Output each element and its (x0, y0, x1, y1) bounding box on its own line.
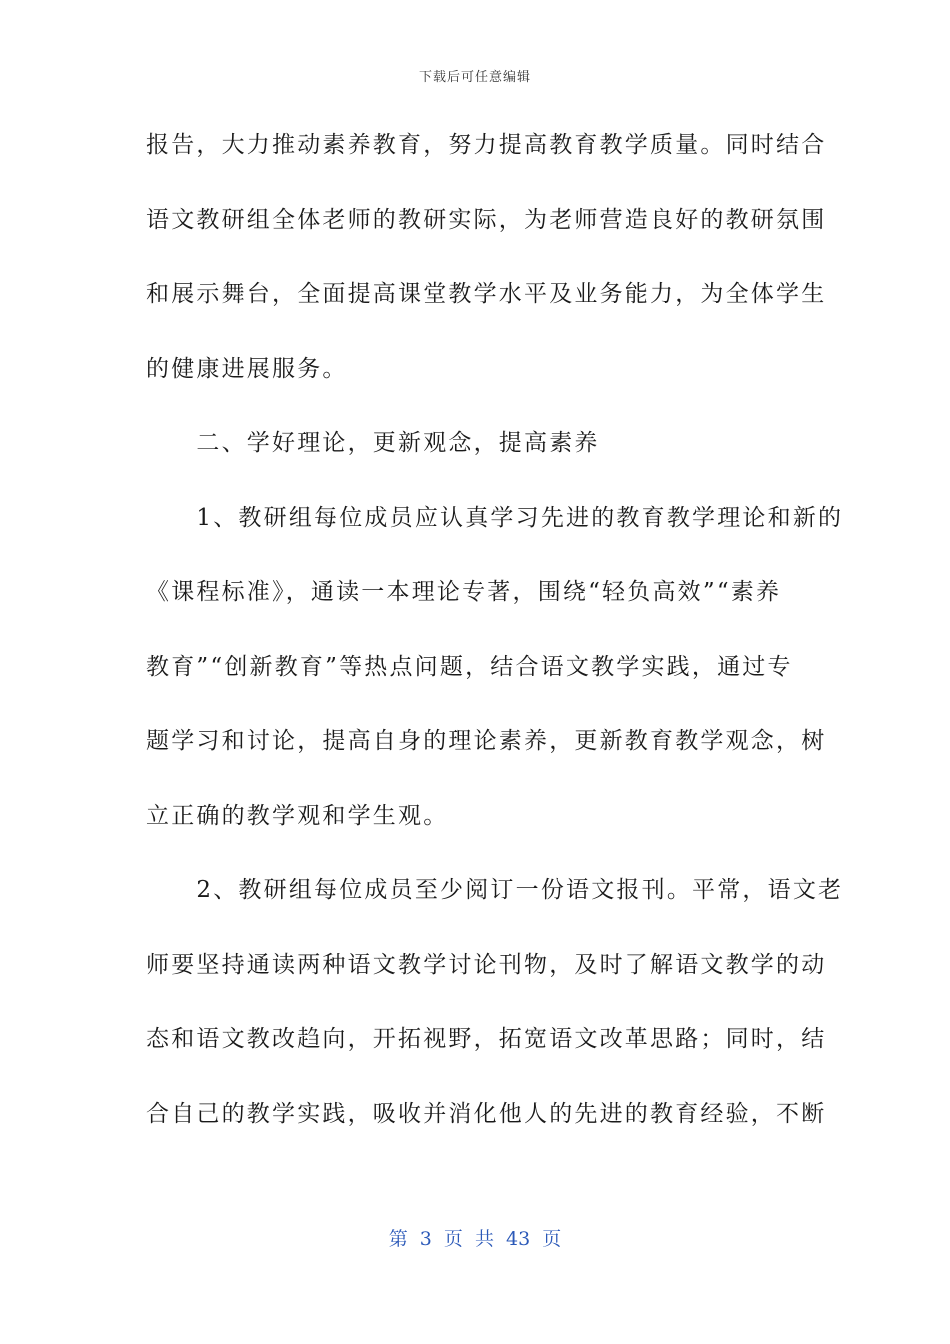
text-line: 态和语文教改趋向，开拓视野，拓宽语文改革思路；同时，结 (146, 1026, 827, 1052)
text-line: 和展示舞台，全面提高课堂教学水平及业务能力，为全体学生 (146, 281, 827, 307)
text-line: 语文教研组全体老师的教研实际，为老师营造良好的教研氛围 (146, 206, 827, 233)
text-line: 教育”“创新教育”等热点问题，结合语文教学实践，通过专 (146, 653, 793, 680)
text-line: 立正确的教学观和学生观。 (146, 802, 449, 829)
page-header: 下载后可任意编辑 (418, 70, 531, 85)
text-line: 2、教研组每位成员至少阅订一份语文报刊。平常，语文老 (146, 877, 844, 903)
text-line: 报告，大力推动素养教育，努力提高教育教学质量。同时结合 (146, 132, 827, 158)
text-line: 的健康进展服务。 (146, 355, 348, 382)
section-heading: 二、学好理论，更新观念，提高素养 (146, 430, 600, 456)
text-line: 《课程标准》，通读一本理论专著，围绕“轻负高效”“素养 (146, 579, 782, 605)
text-line: 题学习和讨论，提高自身的理论素养，更新教育教学观念，树 (146, 728, 827, 754)
text-line: 师要坚持通读两种语文教学讨论刊物，及时了解语文教学的动 (146, 951, 827, 978)
page-number: 第 3 页 共 43 页 (388, 1228, 562, 1250)
text-line: 合自己的教学实践，吸收并消化他人的先进的教育经验，不断 (146, 1100, 827, 1127)
text-line: 1、教研组每位成员应认真学习先进的教育教学理论和新的 (146, 504, 844, 531)
document-body (146, 120, 844, 1163)
